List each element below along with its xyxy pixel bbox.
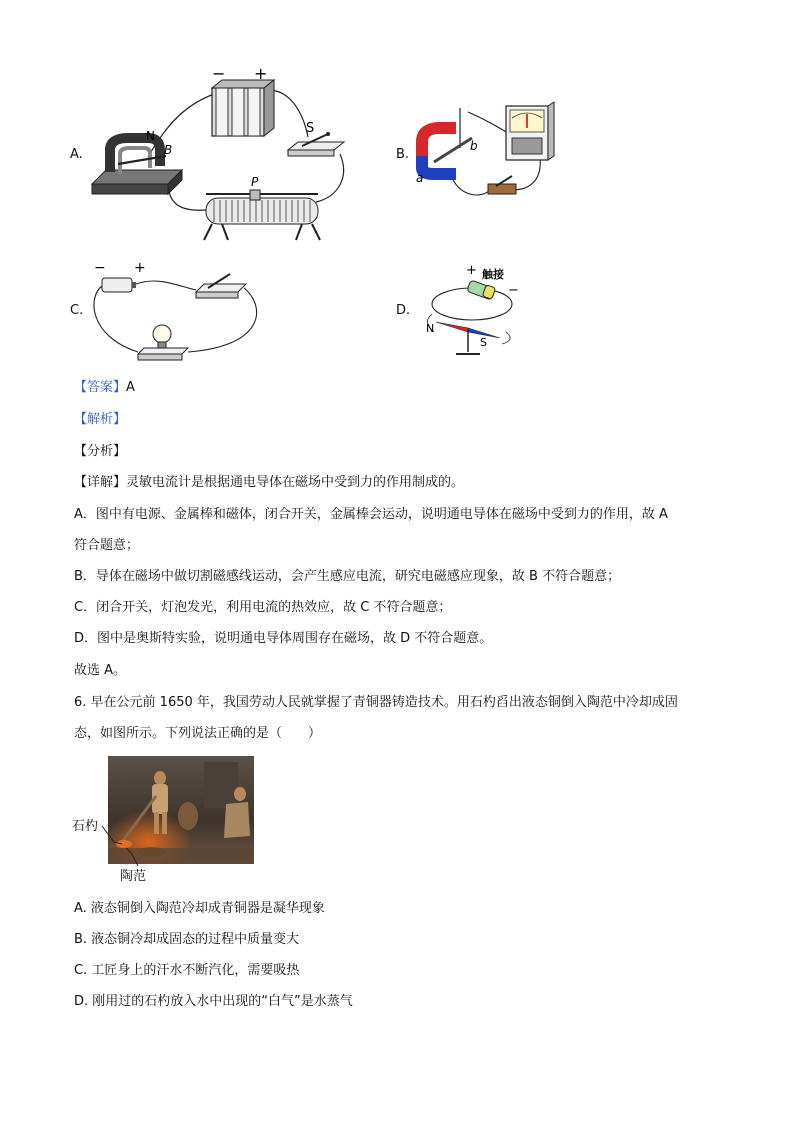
switch-s — [288, 132, 344, 156]
galvanometer — [506, 102, 554, 160]
answer-value: A — [126, 380, 135, 395]
answer-line — [74, 379, 135, 397]
q6-option-a: A. 液态铜倒入陶范冷却成青铜器是凝华现象 — [74, 901, 325, 916]
q6-option-d: D. 刚用过的石杓放入水中出现的“白气”是水蒸气 — [74, 994, 353, 1009]
lamp — [138, 325, 188, 360]
battery-pack — [212, 80, 274, 136]
analysis-option-a-line2: 符合题意； — [74, 538, 140, 553]
figure-a-motor-circuit — [88, 62, 350, 244]
q6-option-b: B. 液态铜冷却成固态的过程中质量变大 — [74, 932, 300, 947]
analysis-option-a-line1: A．图中有电源、金属棒和磁体，闭合开关，金属棒会运动，说明通电导体在磁场中受到力的作用，故 A — [74, 507, 668, 522]
detail-line — [74, 474, 464, 492]
compass-needle — [436, 322, 500, 354]
detail-tag: 【详解】 — [74, 475, 127, 490]
rheostat-p — [204, 190, 320, 240]
rod-label-b: B — [164, 143, 173, 157]
battery-minus-sign: − — [508, 283, 519, 298]
detail-text: 灵敏电流计是根据通电导体在磁场中受到力的作用制成的。 — [126, 475, 465, 490]
analysis-option-c: C．闭合开关，灯泡发光，利用电流的热效应，故 C 不符合题意； — [74, 600, 452, 615]
needle-label-n: N — [426, 322, 435, 335]
battery — [467, 280, 496, 300]
conductor-label-b: b — [470, 139, 478, 153]
option-d-letter: D. — [396, 303, 411, 318]
analysis-option-d: D．图中是奥斯特实验，说明通电导体周围存在磁场，故 D 不符合题意。 — [74, 631, 493, 646]
switch — [488, 176, 516, 194]
touch-label: 触接 — [482, 268, 504, 281]
figure-c-lamp-circuit — [88, 256, 268, 366]
fenxi-heading: 【分析】 — [74, 444, 127, 459]
needle-label-s: S — [480, 336, 487, 349]
question-6-line2: 态，如图所示。下列说法正确的是（ ） — [74, 726, 322, 741]
switch — [196, 274, 246, 298]
question-6-line1: 6. 早在公元前 1650 年，我国劳动人民就掌握了青铜器铸造技术。用石杓舀出液态铜倒入陶范中冷却成固 — [74, 695, 678, 710]
conductor-label-a: a — [416, 171, 424, 185]
rheostat-label-p: P — [251, 175, 259, 189]
analysis-heading: 【解析】 — [74, 412, 127, 427]
battery-plus-sign: + — [134, 260, 146, 276]
battery-minus-sign: − — [94, 260, 106, 276]
battery-plus-sign: + — [466, 263, 477, 278]
figure-d-oersted — [412, 260, 532, 360]
option-a-letter: A. — [70, 147, 83, 162]
figure-b-induction-circuit — [412, 98, 560, 208]
q6-option-c: C. 工匠身上的汗水不断汽化，需要吸热 — [74, 963, 300, 978]
analysis-option-b: B．导体在磁场中做切割磁感线运动，会产生感应电流，研究电磁感应现象，故 B 不符合题意； — [74, 569, 621, 584]
label-stone-ladle: 石杓 — [72, 819, 99, 834]
answer-tag: 【答案】 — [74, 380, 127, 395]
option-b-letter: B. — [396, 147, 410, 162]
label-clay-mold: 陶范 — [120, 869, 147, 884]
switch-label-s: S — [306, 121, 315, 136]
option-c-letter: C. — [70, 303, 84, 318]
analysis-conclusion: 故选 A。 — [74, 663, 127, 678]
battery-plus-sign: + — [254, 64, 268, 83]
magnet-label-n: N — [146, 129, 155, 143]
battery-minus-sign: − — [212, 64, 226, 83]
single-battery — [102, 278, 136, 292]
